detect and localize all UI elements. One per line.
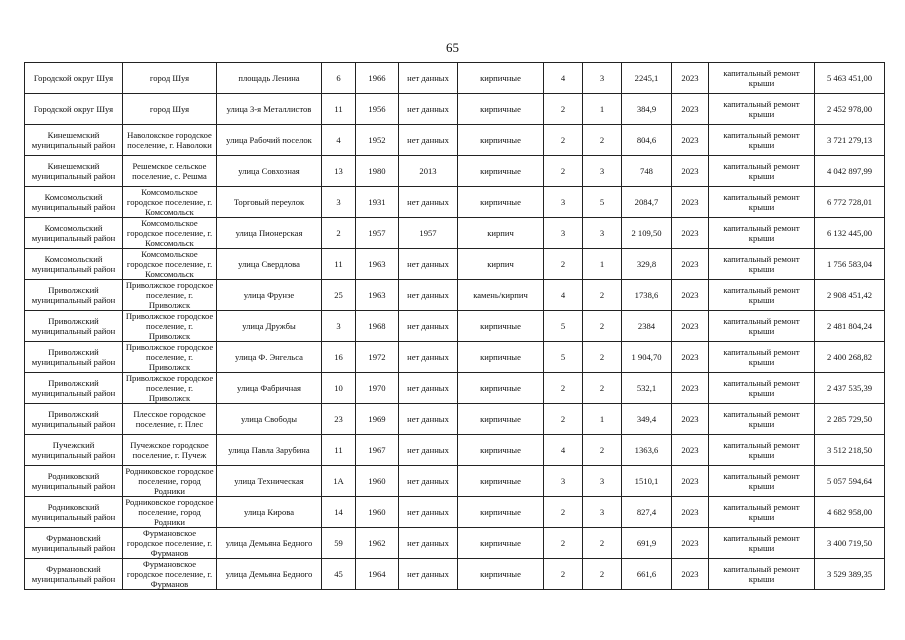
cell-settlement: город Шуя <box>123 63 217 94</box>
cell-house-number: 13 <box>322 156 356 187</box>
cell-municipality: Кинешемский муниципальный район <box>25 156 123 187</box>
cell-municipality: Родниковский муниципальный район <box>25 497 123 528</box>
cell-street: улица Совхозная <box>217 156 322 187</box>
cell-work-type: капитальный ремонт крыши <box>709 559 815 590</box>
cell-cost: 5 463 451,00 <box>815 63 885 94</box>
cell-wall-material: кирпичные <box>458 528 544 559</box>
cell-settlement: Приволжское городское поселение, г. Приволжск <box>123 373 217 404</box>
cell-municipality: Приволжский муниципальный район <box>25 280 123 311</box>
housing-repair-table <box>24 62 885 590</box>
cell-build-year: 1966 <box>356 63 399 94</box>
cell-floors: 2 <box>544 156 583 187</box>
cell-work-type: капитальный ремонт крыши <box>709 94 815 125</box>
cell-settlement: Комсомольское городское поселение, г. Комсомольск <box>123 187 217 218</box>
cell-work-type: капитальный ремонт крыши <box>709 249 815 280</box>
cell-wall-material: кирпичные <box>458 187 544 218</box>
cell-area: 691,9 <box>622 528 672 559</box>
table-row <box>25 466 885 497</box>
cell-entrances: 3 <box>583 63 622 94</box>
cell-repair-year: 2023 <box>672 497 709 528</box>
cell-settlement: Решемское сельское поселение, с. Решма <box>123 156 217 187</box>
cell-municipality: Пучежский муниципальный район <box>25 435 123 466</box>
cell-work-type: капитальный ремонт крыши <box>709 125 815 156</box>
cell-work-type: капитальный ремонт крыши <box>709 435 815 466</box>
cell-wall-material: кирпичные <box>458 435 544 466</box>
cell-entrances: 1 <box>583 94 622 125</box>
cell-work-type: капитальный ремонт крыши <box>709 466 815 497</box>
cell-floors: 2 <box>544 373 583 404</box>
cell-settlement: Комсомольское городское поселение, г. Комсомольск <box>123 218 217 249</box>
cell-cost: 2 908 451,42 <box>815 280 885 311</box>
cell-house-number: 1А <box>322 466 356 497</box>
cell-repair-year: 2023 <box>672 466 709 497</box>
cell-entrances: 3 <box>583 466 622 497</box>
cell-entrances: 2 <box>583 311 622 342</box>
cell-last-repair-year: нет данных <box>399 404 458 435</box>
cell-work-type: капитальный ремонт крыши <box>709 311 815 342</box>
cell-floors: 2 <box>544 249 583 280</box>
cell-wall-material: кирпич <box>458 218 544 249</box>
cell-build-year: 1963 <box>356 280 399 311</box>
cell-cost: 6 772 728,01 <box>815 187 885 218</box>
cell-wall-material: камень/кирпич <box>458 280 544 311</box>
cell-settlement: Плесское городское поселение, г. Плес <box>123 404 217 435</box>
cell-house-number: 25 <box>322 280 356 311</box>
cell-build-year: 1964 <box>356 559 399 590</box>
cell-entrances: 2 <box>583 373 622 404</box>
cell-work-type: капитальный ремонт крыши <box>709 63 815 94</box>
cell-floors: 3 <box>544 218 583 249</box>
cell-cost: 2 452 978,00 <box>815 94 885 125</box>
cell-last-repair-year: нет данных <box>399 63 458 94</box>
cell-street: улица 3-я Металлистов <box>217 94 322 125</box>
cell-work-type: капитальный ремонт крыши <box>709 528 815 559</box>
cell-floors: 2 <box>544 497 583 528</box>
cell-cost: 2 481 804,24 <box>815 311 885 342</box>
cell-cost: 2 285 729,50 <box>815 404 885 435</box>
table-row <box>25 404 885 435</box>
cell-entrances: 2 <box>583 528 622 559</box>
table-row <box>25 63 885 94</box>
cell-cost: 2 400 268,82 <box>815 342 885 373</box>
cell-floors: 2 <box>544 404 583 435</box>
cell-repair-year: 2023 <box>672 125 709 156</box>
cell-municipality: Комсомольский муниципальный район <box>25 249 123 280</box>
cell-area: 329,8 <box>622 249 672 280</box>
cell-last-repair-year: нет данных <box>399 311 458 342</box>
cell-work-type: капитальный ремонт крыши <box>709 342 815 373</box>
cell-floors: 2 <box>544 125 583 156</box>
cell-municipality: Кинешемский муниципальный район <box>25 125 123 156</box>
cell-street: улица Павла Зарубина <box>217 435 322 466</box>
cell-area: 661,6 <box>622 559 672 590</box>
cell-street: улица Свердлова <box>217 249 322 280</box>
cell-municipality: Городской округ Шуя <box>25 94 123 125</box>
cell-wall-material: кирпичные <box>458 559 544 590</box>
cell-floors: 3 <box>544 187 583 218</box>
cell-house-number: 14 <box>322 497 356 528</box>
cell-street: площадь Ленина <box>217 63 322 94</box>
cell-settlement: Родниковское городское поселение, город Родники <box>123 497 217 528</box>
cell-wall-material: кирпичные <box>458 125 544 156</box>
cell-street: улица Рабочий поселок <box>217 125 322 156</box>
cell-cost: 4 042 897,99 <box>815 156 885 187</box>
cell-wall-material: кирпичные <box>458 404 544 435</box>
cell-municipality: Приволжский муниципальный район <box>25 404 123 435</box>
cell-floors: 4 <box>544 63 583 94</box>
cell-municipality: Городской округ Шуя <box>25 63 123 94</box>
cell-street: улица Кирова <box>217 497 322 528</box>
table-row <box>25 249 885 280</box>
page-number: 65 <box>446 40 459 55</box>
table-row <box>25 497 885 528</box>
cell-area: 827,4 <box>622 497 672 528</box>
cell-floors: 2 <box>544 559 583 590</box>
cell-settlement: Комсомольское городское поселение, г. Комсомольск <box>123 249 217 280</box>
cell-entrances: 2 <box>583 559 622 590</box>
cell-entrances: 1 <box>583 249 622 280</box>
cell-cost: 3 529 389,35 <box>815 559 885 590</box>
cell-house-number: 45 <box>322 559 356 590</box>
cell-wall-material: кирпичные <box>458 497 544 528</box>
cell-wall-material: кирпичные <box>458 342 544 373</box>
cell-house-number: 10 <box>322 373 356 404</box>
cell-repair-year: 2023 <box>672 63 709 94</box>
cell-repair-year: 2023 <box>672 94 709 125</box>
cell-last-repair-year: нет данных <box>399 94 458 125</box>
cell-settlement: город Шуя <box>123 94 217 125</box>
cell-repair-year: 2023 <box>672 156 709 187</box>
cell-floors: 2 <box>544 528 583 559</box>
table-row <box>25 559 885 590</box>
cell-build-year: 1956 <box>356 94 399 125</box>
cell-wall-material: кирпичные <box>458 94 544 125</box>
cell-settlement: Пучежское городское поселение, г. Пучеж <box>123 435 217 466</box>
cell-repair-year: 2023 <box>672 342 709 373</box>
cell-work-type: капитальный ремонт крыши <box>709 218 815 249</box>
cell-build-year: 1967 <box>356 435 399 466</box>
cell-street: улица Фабричная <box>217 373 322 404</box>
cell-cost: 5 057 594,64 <box>815 466 885 497</box>
cell-house-number: 2 <box>322 218 356 249</box>
table-row <box>25 528 885 559</box>
cell-entrances: 2 <box>583 280 622 311</box>
cell-area: 384,9 <box>622 94 672 125</box>
cell-house-number: 11 <box>322 435 356 466</box>
cell-entrances: 1 <box>583 404 622 435</box>
cell-municipality: Приволжский муниципальный район <box>25 373 123 404</box>
cell-wall-material: кирпичные <box>458 311 544 342</box>
cell-area: 804,6 <box>622 125 672 156</box>
table-row <box>25 373 885 404</box>
cell-street: улица Пионерская <box>217 218 322 249</box>
cell-floors: 4 <box>544 435 583 466</box>
cell-street: улица Дружбы <box>217 311 322 342</box>
cell-repair-year: 2023 <box>672 187 709 218</box>
cell-wall-material: кирпичные <box>458 373 544 404</box>
cell-repair-year: 2023 <box>672 218 709 249</box>
table-row <box>25 311 885 342</box>
cell-settlement: Приволжское городское поселение, г. Приволжск <box>123 311 217 342</box>
cell-area: 532,1 <box>622 373 672 404</box>
cell-area: 2084,7 <box>622 187 672 218</box>
cell-area: 1510,1 <box>622 466 672 497</box>
cell-build-year: 1952 <box>356 125 399 156</box>
cell-street: улица Ф. Энгельса <box>217 342 322 373</box>
table-row <box>25 342 885 373</box>
cell-entrances: 2 <box>583 125 622 156</box>
cell-entrances: 2 <box>583 435 622 466</box>
cell-floors: 3 <box>544 466 583 497</box>
cell-last-repair-year: нет данных <box>399 559 458 590</box>
cell-house-number: 6 <box>322 63 356 94</box>
cell-municipality: Фурмановский муниципальный район <box>25 559 123 590</box>
cell-house-number: 16 <box>322 342 356 373</box>
cell-area: 2245,1 <box>622 63 672 94</box>
cell-municipality: Родниковский муниципальный район <box>25 466 123 497</box>
table-body <box>25 63 885 590</box>
cell-settlement: Фурмановское городское поселение, г. Фурманов <box>123 528 217 559</box>
cell-repair-year: 2023 <box>672 311 709 342</box>
cell-settlement: Приволжское городское поселение, г. Приволжск <box>123 342 217 373</box>
table-row <box>25 435 885 466</box>
cell-house-number: 11 <box>322 249 356 280</box>
cell-street: улица Техническая <box>217 466 322 497</box>
cell-house-number: 11 <box>322 94 356 125</box>
cell-street: улица Демьяна Бедного <box>217 559 322 590</box>
cell-last-repair-year: нет данных <box>399 187 458 218</box>
cell-street: Торговый переулок <box>217 187 322 218</box>
cell-wall-material: кирпичные <box>458 63 544 94</box>
cell-municipality: Фурмановский муниципальный район <box>25 528 123 559</box>
cell-house-number: 3 <box>322 187 356 218</box>
cell-floors: 5 <box>544 311 583 342</box>
table-row <box>25 156 885 187</box>
cell-cost: 2 437 535,39 <box>815 373 885 404</box>
table-row <box>25 94 885 125</box>
cell-municipality: Комсомольский муниципальный район <box>25 187 123 218</box>
cell-last-repair-year: нет данных <box>399 342 458 373</box>
cell-area: 349,4 <box>622 404 672 435</box>
cell-house-number: 4 <box>322 125 356 156</box>
cell-build-year: 1957 <box>356 218 399 249</box>
cell-build-year: 1963 <box>356 249 399 280</box>
cell-floors: 4 <box>544 280 583 311</box>
table-row <box>25 125 885 156</box>
cell-last-repair-year: нет данных <box>399 125 458 156</box>
cell-cost: 1 756 583,04 <box>815 249 885 280</box>
cell-municipality: Комсомольский муниципальный район <box>25 218 123 249</box>
cell-municipality: Приволжский муниципальный район <box>25 311 123 342</box>
cell-last-repair-year: нет данных <box>399 435 458 466</box>
table-row <box>25 218 885 249</box>
cell-entrances: 3 <box>583 497 622 528</box>
cell-repair-year: 2023 <box>672 559 709 590</box>
cell-last-repair-year: нет данных <box>399 249 458 280</box>
cell-area: 2 109,50 <box>622 218 672 249</box>
cell-settlement: Приволжское городское поселение, г. Приволжск <box>123 280 217 311</box>
table-row <box>25 187 885 218</box>
cell-repair-year: 2023 <box>672 373 709 404</box>
cell-last-repair-year: нет данных <box>399 528 458 559</box>
cell-floors: 2 <box>544 94 583 125</box>
cell-build-year: 1962 <box>356 528 399 559</box>
cell-house-number: 3 <box>322 311 356 342</box>
cell-last-repair-year: нет данных <box>399 280 458 311</box>
cell-entrances: 3 <box>583 218 622 249</box>
cell-entrances: 3 <box>583 156 622 187</box>
cell-house-number: 23 <box>322 404 356 435</box>
cell-last-repair-year: нет данных <box>399 466 458 497</box>
cell-wall-material: кирпичные <box>458 466 544 497</box>
cell-municipality: Приволжский муниципальный район <box>25 342 123 373</box>
cell-floors: 5 <box>544 342 583 373</box>
cell-settlement: Фурмановское городское поселение, г. Фурманов <box>123 559 217 590</box>
cell-entrances: 5 <box>583 187 622 218</box>
cell-street: улица Демьяна Бедного <box>217 528 322 559</box>
cell-area: 1 904,70 <box>622 342 672 373</box>
cell-build-year: 1980 <box>356 156 399 187</box>
cell-settlement: Наволокское городское поселение, г. Наволоки <box>123 125 217 156</box>
cell-repair-year: 2023 <box>672 280 709 311</box>
cell-repair-year: 2023 <box>672 528 709 559</box>
cell-work-type: капитальный ремонт крыши <box>709 280 815 311</box>
cell-area: 1363,6 <box>622 435 672 466</box>
cell-last-repair-year: нет данных <box>399 373 458 404</box>
cell-work-type: капитальный ремонт крыши <box>709 156 815 187</box>
cell-street: улица Свободы <box>217 404 322 435</box>
cell-work-type: капитальный ремонт крыши <box>709 373 815 404</box>
cell-cost: 3 512 218,50 <box>815 435 885 466</box>
cell-house-number: 59 <box>322 528 356 559</box>
cell-cost: 3 400 719,50 <box>815 528 885 559</box>
cell-area: 2384 <box>622 311 672 342</box>
cell-build-year: 1969 <box>356 404 399 435</box>
cell-last-repair-year: 1957 <box>399 218 458 249</box>
cell-work-type: капитальный ремонт крыши <box>709 497 815 528</box>
cell-cost: 4 682 958,00 <box>815 497 885 528</box>
cell-build-year: 1970 <box>356 373 399 404</box>
cell-cost: 6 132 445,00 <box>815 218 885 249</box>
cell-work-type: капитальный ремонт крыши <box>709 187 815 218</box>
cell-build-year: 1960 <box>356 466 399 497</box>
cell-wall-material: кирпич <box>458 249 544 280</box>
cell-build-year: 1972 <box>356 342 399 373</box>
table-row <box>25 280 885 311</box>
cell-entrances: 2 <box>583 342 622 373</box>
cell-cost: 3 721 279,13 <box>815 125 885 156</box>
cell-last-repair-year: 2013 <box>399 156 458 187</box>
cell-repair-year: 2023 <box>672 249 709 280</box>
cell-wall-material: кирпичные <box>458 156 544 187</box>
cell-settlement: Родниковское городское поселение, город Родники <box>123 466 217 497</box>
cell-area: 748 <box>622 156 672 187</box>
cell-area: 1738,6 <box>622 280 672 311</box>
cell-street: улица Фрунзе <box>217 280 322 311</box>
cell-build-year: 1931 <box>356 187 399 218</box>
cell-build-year: 1960 <box>356 497 399 528</box>
cell-repair-year: 2023 <box>672 404 709 435</box>
cell-last-repair-year: нет данных <box>399 497 458 528</box>
cell-build-year: 1968 <box>356 311 399 342</box>
cell-repair-year: 2023 <box>672 435 709 466</box>
cell-work-type: капитальный ремонт крыши <box>709 404 815 435</box>
